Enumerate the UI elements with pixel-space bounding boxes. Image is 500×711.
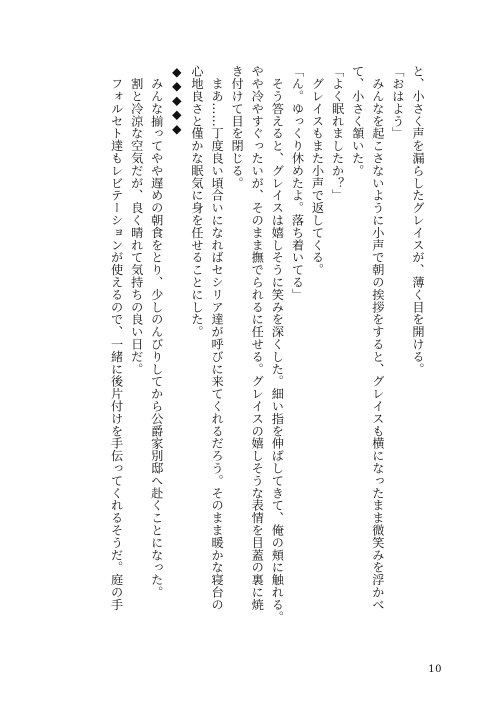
text-line: グレイスもまた小声で返してくる。 (310, 65, 325, 276)
text-line: き付けて目を閉じる。 (230, 65, 245, 189)
text-line: と、小さく声を漏らしたグレイスが、薄く目を開ける。 (411, 65, 425, 375)
text-line: 「よく眠れましたか？」 (330, 65, 345, 202)
text-line: て、小さく頷いた。 (350, 65, 365, 177)
text-line: 「おはよう」 (390, 65, 405, 140)
text-line: そう答えると、グレイスは嬉しそうに笑みを深くした。細い指を伸ばしてきて、俺の頬に触れる。 (270, 65, 285, 623)
text-line: やや冷やすぐったいが、そのまま撫でられるに任せる。グレイスの嬉しそうな表情を目蓋の裏に焼 (250, 65, 265, 611)
text-line: みんなを起こさないように小声で朝の挨拶をすると、グレイスも横になったまま微笑みを浮かべ (370, 65, 385, 611)
text-line: みんな揃ってやや遅めの朝食をとり、少しのんびりしてから公爵家別邸へ赴くことになった。 (149, 65, 164, 599)
text-line: 心地良さと僅かな眠気に身を任せることにした。 (189, 65, 204, 338)
text-line: 割と冷涼な空気だが、良く晴れて気持ちの良い日だ。 (129, 65, 144, 375)
page-number: 10 (428, 664, 442, 675)
vertical-text-body (107, 65, 429, 635)
section-break: ◆◆◆◆◆ (169, 65, 184, 136)
text-line: まあ……丁度良い頃合いになればセシリア達が呼びに来てくれるだろう。そのまま暖かな寝台の (210, 65, 225, 611)
text-line: フォルセト達もレビテーションが使えるので、一緒に後片付けを手伝ってくれるそうだ。庭の手 (109, 65, 124, 611)
text-line: 「ん。ゆっくり休めたよ。落ち着いてる」 (290, 65, 305, 301)
